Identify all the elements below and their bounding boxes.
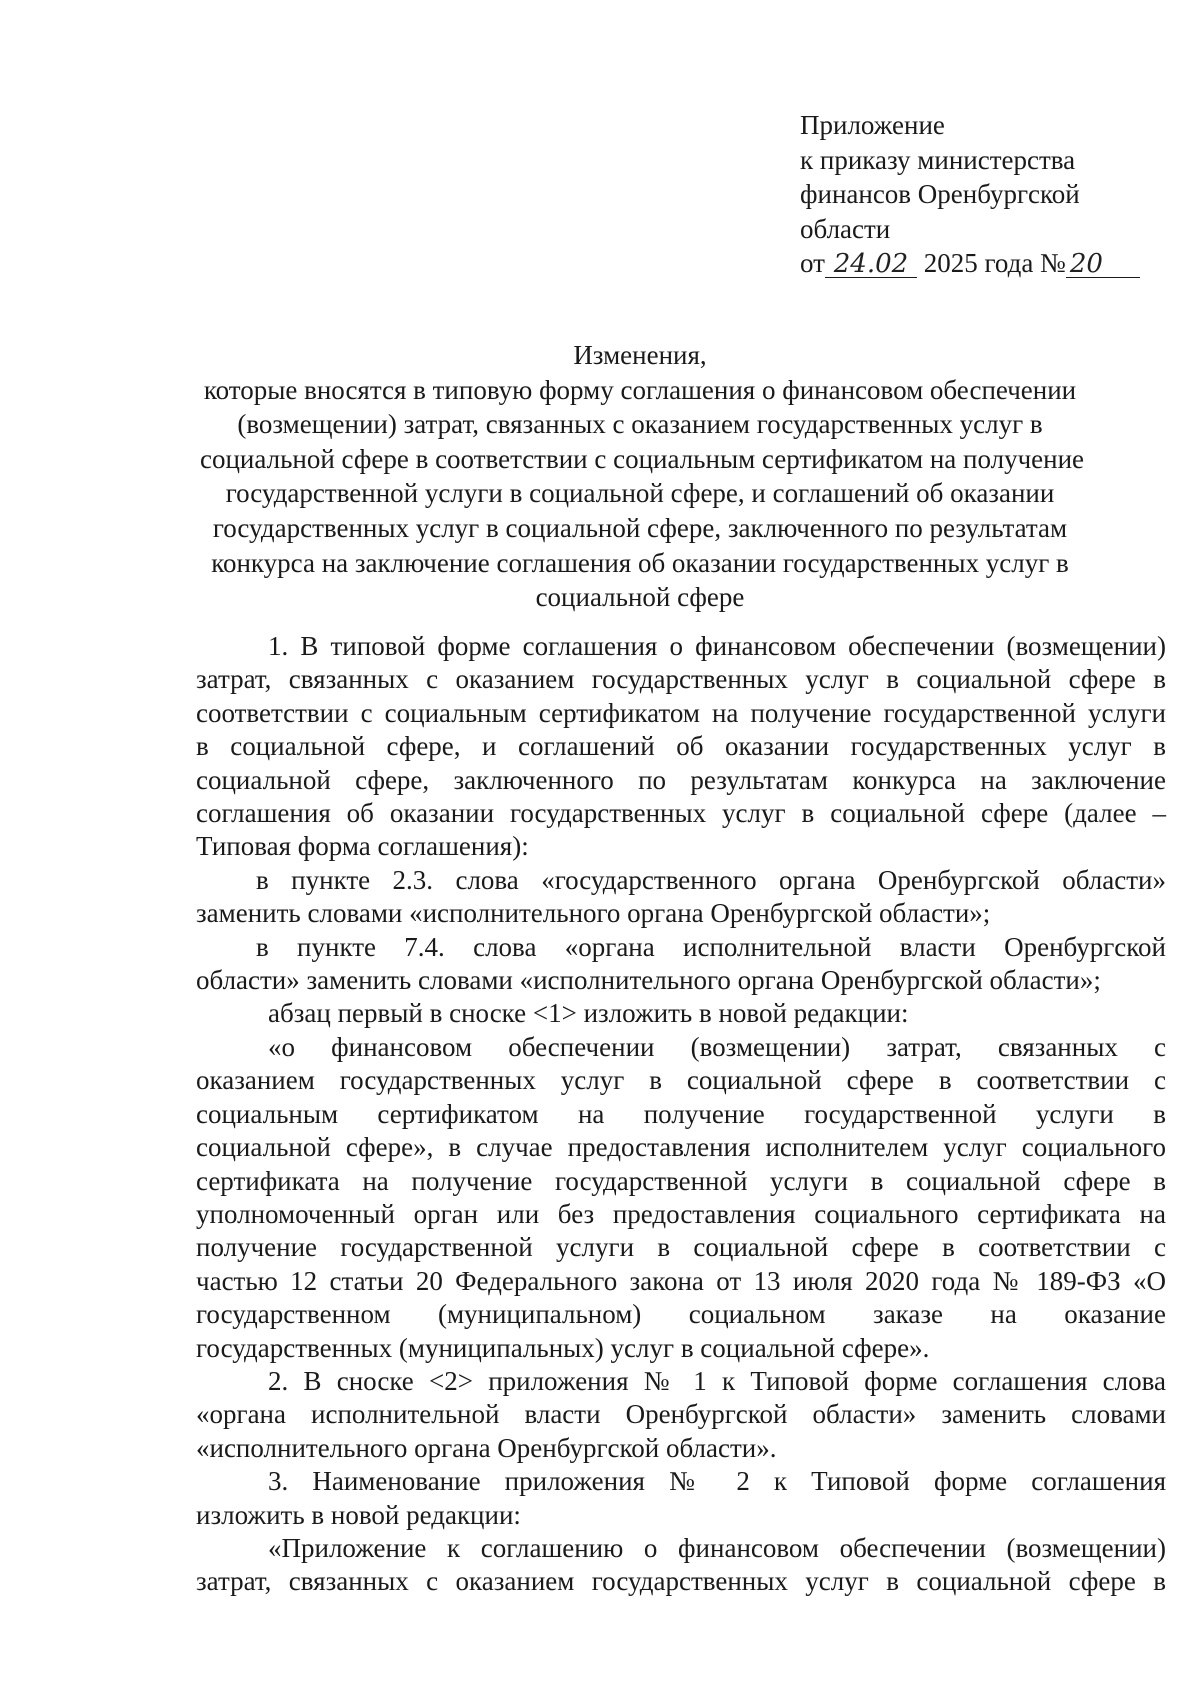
body-line: заменить словами «исполнительного органа Оренбургской области»; [196, 898, 991, 929]
document-body [196, 630, 1166, 1599]
handwritten-number: 20 [1066, 251, 1140, 278]
appendix-header [800, 108, 1160, 281]
body-line: затрат, связанных с оказанием государственных услуг в социальной сфере в [196, 1566, 1166, 1597]
title-heading: Изменения, [573, 340, 707, 370]
body-line: изложить в новой редакции: [196, 1499, 521, 1530]
body-line: «исполнительного органа Оренбургской области». [196, 1432, 777, 1463]
body-line: 2. В сноске <2> приложения № 1 к Типовой форме соглашения слова [268, 1365, 1166, 1396]
body-line: Типовая форма соглашения): [196, 831, 529, 862]
year-text: 2025 года № [923, 248, 1066, 278]
title-line: социальной сфере [535, 582, 745, 613]
title-line: социальной сфере в соответствии с социальным сертификатом на получение [200, 443, 1085, 474]
body-line: сертификата на получение государственной услуги в социальной сфере в [196, 1165, 1166, 1196]
body-line: оказанием государственных услуг в социальной сфере в соответствии с [196, 1065, 1166, 1096]
body-line: частью 12 статьи 20 Федерального закона от 13 июля 2020 года № 189-ФЗ «О [196, 1265, 1166, 1296]
body-line: получение государственной услуги в социальной сфере в соответствии с [196, 1232, 1166, 1263]
date-prefix: от [800, 248, 825, 278]
appendix-date-line [800, 246, 1160, 281]
document-title [200, 338, 1085, 615]
body-line: государственном (муниципальном) социальном заказе на оказание [196, 1299, 1166, 1330]
body-line: социальным сертификатом на получение государственной услуги в [196, 1098, 1166, 1129]
body-line: абзац первый в сноске <1> изложить в новой редакции: [268, 998, 909, 1029]
appendix-line: Приложение [800, 110, 945, 140]
appendix-line: области [800, 213, 891, 244]
body-line: 1. В типовой форме соглашения о финансовом обеспечении (возмещении) [268, 631, 1166, 661]
handwritten-date: 24.02 [825, 251, 917, 278]
body-line: соглашения об оказании государственных услуг в социальной сфере (далее – [196, 798, 1166, 829]
body-line: социальной сфере, заключенного по результатам конкурса на заключение [196, 764, 1166, 795]
body-line: государственных (муниципальных) услуг в социальной сфере». [196, 1332, 930, 1363]
title-line: государственной услуги в социальной сфере, и соглашений об оказании [225, 478, 1055, 509]
title-line: конкурса на заключение соглашения об оказании государственных услуг в [211, 547, 1069, 578]
title-line: (возмещении) затрат, связанных с оказанием государственных услуг в [237, 409, 1043, 440]
body-line: затрат, связанных с оказанием государственных услуг в социальной сфере в [196, 664, 1166, 695]
body-line: области» заменить словами «исполнительного органа Оренбургской области»; [196, 965, 1101, 996]
body-line: «органа исполнительной власти Оренбургской области» заменить словами [196, 1399, 1166, 1430]
body-line: в социальной сфере, и соглашений об оказании государственных услуг в [196, 731, 1166, 762]
appendix-line: к приказу министерства [800, 144, 1076, 175]
body-line: социальной сфере», в случае предоставления исполнителем услуг социального [196, 1132, 1166, 1163]
body-line: «Приложение к соглашению о финансовом обеспечении (возмещении) [268, 1532, 1166, 1563]
body-line: «о финансовом обеспечении (возмещении) затрат, связанных с [268, 1031, 1166, 1062]
appendix-line: финансов Оренбургской [800, 179, 1080, 209]
title-line: которые вносятся в типовую форму соглашения о финансовом обеспечении [203, 374, 1077, 405]
body-line: 3. Наименование приложения № 2 к Типовой форме соглашения [268, 1466, 1166, 1497]
body-line: в пункте 2.3. слова «государственного органа Оренбургской области» [256, 864, 1166, 895]
title-line: государственных услуг в социальной сфере, заключенного по результатам [212, 512, 1068, 543]
body-line: уполномоченный орган или без предоставления социального сертификата на [196, 1198, 1166, 1229]
body-line: соответствии с социальным сертификатом на получение государственной услуги [196, 697, 1166, 728]
body-line: в пункте 7.4. слова «органа исполнительной власти Оренбургской [256, 931, 1166, 962]
